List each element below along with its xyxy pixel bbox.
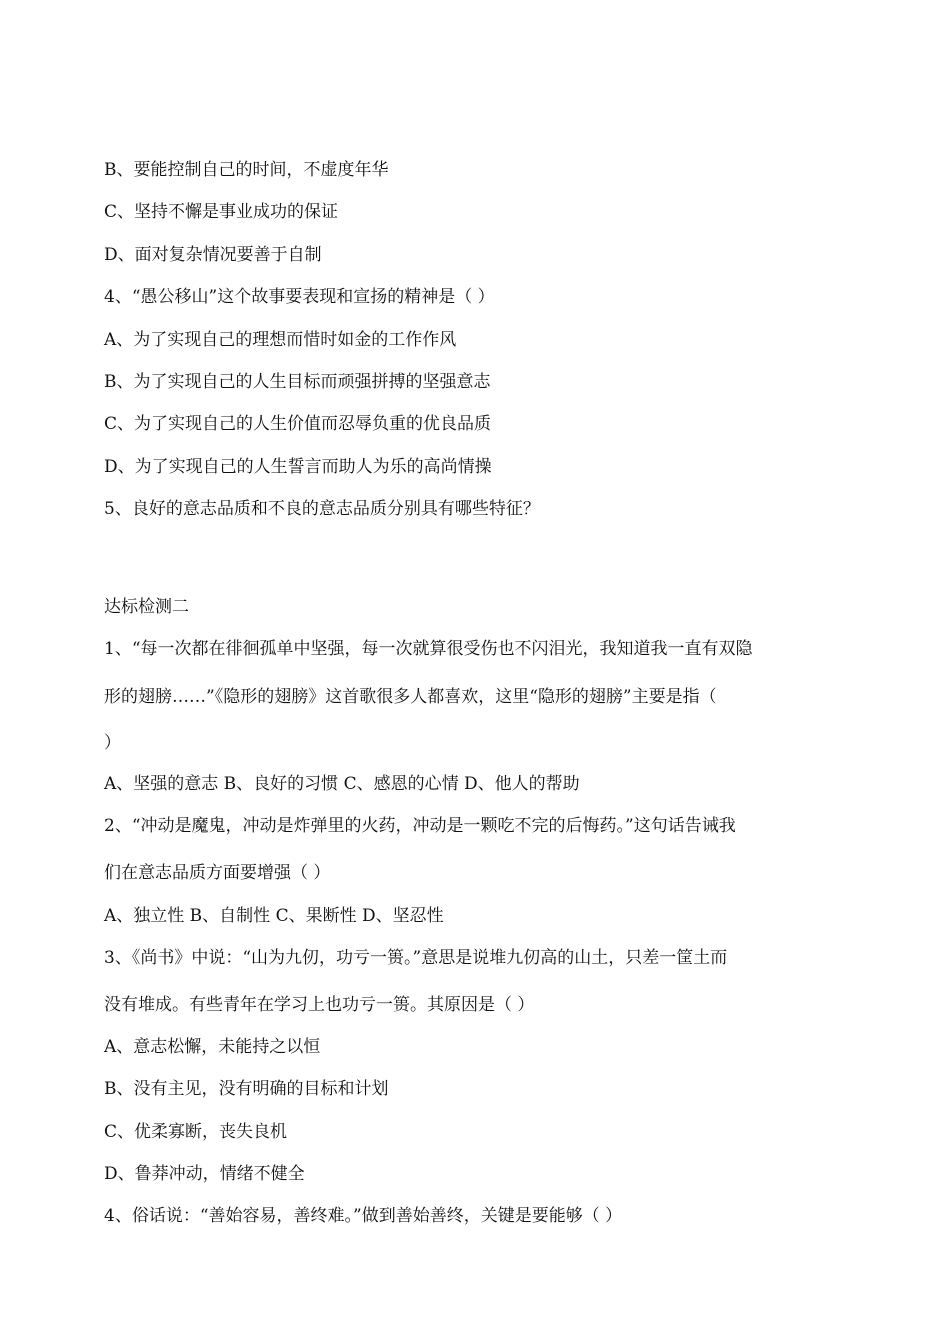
question-stem: 2、“冲动是魔鬼，冲动是炸弹里的火药，冲动是一颗吃不完的后悔药。”这句话告诫我 [104,816,736,836]
option-line: B、为了实现自己的人生目标而顽强拼搏的坚强意志 [104,372,491,392]
option-line: C、优柔寡断，丧失良机 [104,1122,288,1142]
option-line: C、坚持不懈是事业成功的保证 [104,202,339,222]
option-line: D、鲁莽冲动，情绪不健全 [104,1164,305,1184]
question-stem-continued: 没有堆成。有些青年在学习上也功亏一篑。其原因是（ ） [104,995,535,1015]
option-line: A、独立性 B、自制性 C、果断性 D、坚忍性 [104,906,444,926]
option-line: D、为了实现自己的人生誓言而助人为乐的高尚情操 [104,457,492,477]
question-stem: 1、“每一次都在徘徊孤单中坚强，每一次就算很受伤也不闪泪光，我知道我一直有双隐 [104,639,753,659]
question-stem: 4、“愚公移山”这个故事要表现和宣扬的精神是（ ） [104,287,495,307]
question-stem: 5、良好的意志品质和不良的意志品质分别具有哪些特征？ [104,499,540,519]
option-line: A、意志松懈，未能持之以恒 [104,1037,321,1057]
question-stem: 3、《尚书》中说：“山为九仞，功亏一篑。”意思是说堆九仞高的山土，只差一筐土而 [104,948,728,968]
section-heading: 达标检测二 [104,597,189,617]
option-line: C、为了实现自己的人生价值而忍辱负重的优良品质 [104,414,492,434]
question-stem: 4、俗话说：“善始容易，善终难。”做到善始善终，关键是要能够（ ） [104,1206,623,1226]
question-stem-continued: 们在意志品质方面要增强（ ） [104,863,331,883]
option-line: B、没有主见，没有明确的目标和计划 [104,1079,389,1099]
option-line: B、要能控制自己的时间，不虚度年华 [104,160,389,180]
question-stem-continued: 形的翅膀……”《隐形的翅膀》这首歌很多人都喜欢，这里“隐形的翅膀”主要是指（ [104,687,717,707]
question-stem-continued: ） [104,733,121,753]
option-line: D、面对复杂情况要善于自制 [104,245,322,265]
option-line: A、为了实现自己的理想而惜时如金的工作作风 [104,330,457,350]
option-line: A、坚强的意志 B、良好的习惯 C、感恩的心情 D、他人的帮助 [104,774,580,794]
